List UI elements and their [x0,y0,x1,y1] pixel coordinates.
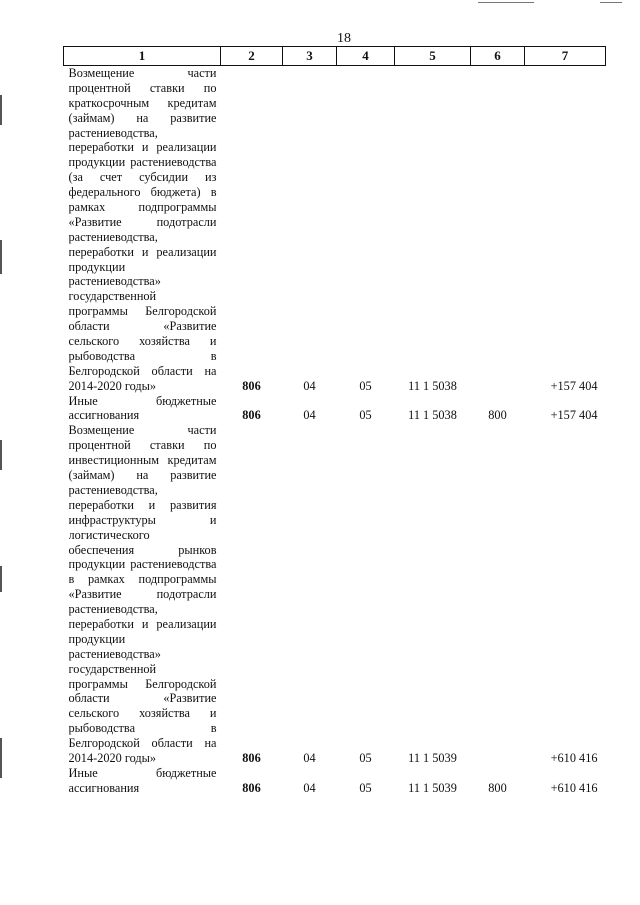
column-header-5: 5 [395,47,471,66]
row-name-line: рамках подпрограммы [68,200,217,215]
table-header-row [64,47,606,66]
row-name-line: растениеводства, [68,229,158,244]
code-subsection-cell: 05 [359,378,372,393]
code-section-cell: 04 [303,750,316,765]
row-name-line: 2014-2020 годы» [68,378,157,393]
amount-cell: +157 404 [550,378,598,393]
row-name-line: Иные бюджетные [68,393,217,408]
row-name-cell [64,66,221,394]
table-row [64,66,606,394]
row-name-line: Белгородской области на [68,363,217,378]
code-target-item-cell: 11 1 5039 [408,780,457,795]
row-name-line: растениеводства, [68,602,158,617]
row-name-line: области «Развитие [68,319,217,334]
row-name-line: сельского хозяйства и [68,334,217,349]
row-name-line: растениеводства» [68,274,161,289]
row-name-line: федерального бюджета) в [68,185,217,200]
row-name-line: в рамках подпрограммы [68,572,217,587]
row-name-line: программы Белгородской [68,304,217,319]
code-target-item-cell: 11 1 5038 [408,408,457,423]
row-name-line: растениеводства» [68,646,161,661]
code-target-item-cell: 11 1 5039 [408,750,457,765]
row-name-line: государственной [68,289,157,304]
row-name-line: обеспечения рынков [68,542,217,557]
code-chapter-cell: 806 [242,750,261,765]
row-name-line: ассигнования [68,408,140,423]
row-name-line: переработки и реализации [68,616,217,631]
row-name-line: переработки и реализации [68,140,217,155]
row-name-line: инвестиционным кредитам [68,453,217,468]
row-name-line: 2014-2020 годы» [68,750,157,765]
scan-edge-mark [0,95,2,125]
amount-cell: +157 404 [550,408,598,423]
row-name-line: (займам) на развитие [68,468,217,483]
scan-top-mark [600,2,622,3]
scan-edge-mark [0,240,2,274]
row-name-line: продукции [68,631,126,646]
column-header-4: 4 [337,47,395,66]
table-row [64,766,606,796]
code-section-cell: 04 [303,780,316,795]
column-header-2: 2 [221,47,283,66]
row-name-line: продукции растениеводства [68,557,217,572]
row-name-line: Иные бюджетные [68,765,217,780]
column-header-7: 7 [525,47,606,66]
row-name-line: процентной ставки по [68,438,217,453]
row-name-line: программы Белгородской [68,676,217,691]
code-expense-type-cell: 800 [488,780,507,795]
code-section-cell: 04 [303,408,316,423]
row-name-line: «Развитие подотрасли [68,214,217,229]
row-name-cell [64,394,221,424]
code-subsection-cell: 05 [359,408,372,423]
row-name-line: области «Развитие [68,691,217,706]
code-expense-type-cell: 800 [488,408,507,423]
code-subsection-cell: 05 [359,750,372,765]
row-name-line: ассигнования [68,780,140,795]
code-expense-type-cell [471,66,525,394]
code-subsection-cell: 05 [359,780,372,795]
scan-edge-mark [0,738,2,778]
amount-cell: +610 416 [550,780,598,795]
scan-edge-mark [0,440,2,470]
code-chapter-cell: 806 [242,408,261,423]
code-chapter-cell: 806 [242,780,261,795]
row-name-cell [64,766,221,796]
row-name-line: продукции растениеводства [68,155,217,170]
row-name-line: краткосрочным кредитам [68,95,217,110]
row-name-line: растениеводства, [68,125,158,140]
row-name-line: (займам) на развитие [68,110,217,125]
row-name-line: продукции [68,259,126,274]
row-name-line: рыбоводства в [68,721,217,736]
code-expense-type-cell [471,423,525,765]
column-header-1: 1 [64,47,221,66]
budget-table [63,46,606,796]
row-name-line: «Развитие подотрасли [68,587,217,602]
row-name-line: переработки и реализации [68,244,217,259]
scan-top-mark [478,2,534,3]
row-name-line: логистического [68,527,150,542]
page-number: 18 [337,31,351,46]
row-name-line: процентной ставки по [68,80,217,95]
row-name-line: рыбоводства в [68,348,217,363]
row-name-line: растениеводства, [68,482,158,497]
column-header-3: 3 [283,47,337,66]
table-row [64,423,606,765]
amount-cell: +610 416 [550,750,598,765]
row-name-cell [64,423,221,765]
row-name-line: Возмещение части [68,66,217,80]
row-name-line: сельского хозяйства и [68,706,217,721]
row-name-line: (за счет субсидии из [68,170,217,185]
code-chapter-cell: 806 [242,378,261,393]
row-name-line: Возмещение части [68,423,217,438]
row-name-line: переработки и развития [68,497,217,512]
scan-edge-mark [0,566,2,592]
code-section-cell: 04 [303,378,316,393]
column-header-6: 6 [471,47,525,66]
row-name-line: Белгородской области на [68,736,217,751]
code-target-item-cell: 11 1 5038 [408,378,457,393]
table-row [64,394,606,424]
row-name-line: инфраструктуры и [68,512,217,527]
row-name-line: государственной [68,661,157,676]
